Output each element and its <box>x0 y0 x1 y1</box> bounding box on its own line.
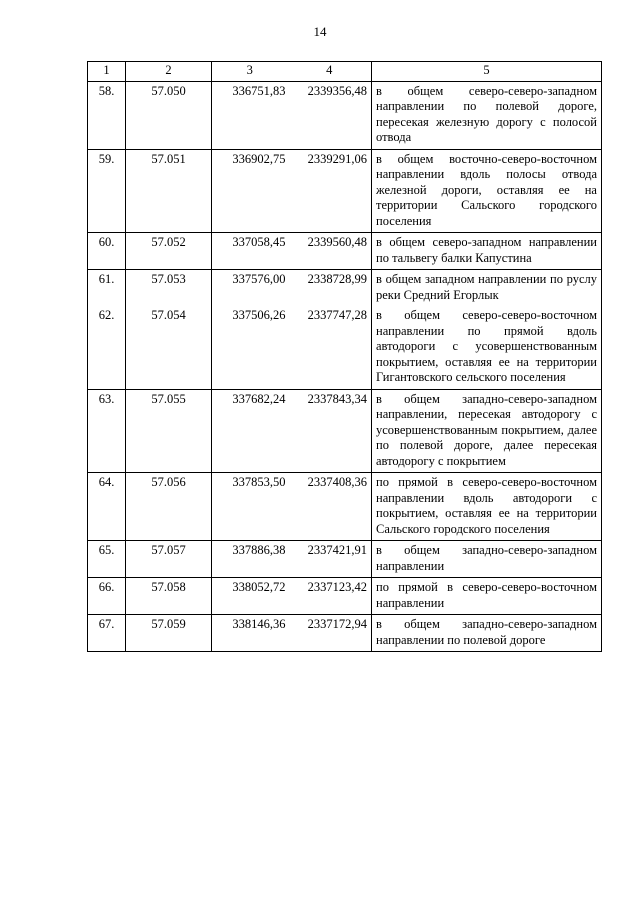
coord-x: 337058,45 <box>212 233 288 270</box>
header-col-1: 1 <box>88 62 126 82</box>
point-id: 57.058 <box>126 578 212 615</box>
coord-y: 2337123,42 <box>288 578 372 615</box>
row-number: 63. <box>88 389 126 473</box>
boundary-points-table <box>87 61 602 652</box>
page-number: 14 <box>313 24 327 39</box>
point-id: 57.054 <box>126 306 212 389</box>
row-number: 67. <box>88 615 126 652</box>
table-row <box>88 233 602 270</box>
point-id: 57.051 <box>126 149 212 233</box>
header-col-4: 4 <box>288 62 372 82</box>
coord-x: 337853,50 <box>212 473 288 541</box>
point-id: 57.056 <box>126 473 212 541</box>
point-id: 57.050 <box>126 81 212 149</box>
row-number: 66. <box>88 578 126 615</box>
coord-x: 338052,72 <box>212 578 288 615</box>
boundary-description: в общем западно-северо-западном направлении, пересекая автодорогу с усовершенствованным покрытием, далее по полевой дороге, далее пересекая автодорогу с покрытием <box>372 389 602 473</box>
coord-x: 336902,75 <box>212 149 288 233</box>
table-row <box>88 473 602 541</box>
row-number: 58. <box>88 81 126 149</box>
boundary-description: в общем западно-северо-западном направлении <box>372 541 602 578</box>
boundary-description: в общем северо-западном направлении по тальвегу балки Капустина <box>372 233 602 270</box>
row-number: 61. <box>88 270 126 307</box>
coord-y: 2337843,34 <box>288 389 372 473</box>
coord-x: 337576,00 <box>212 270 288 307</box>
coord-y: 2337747,28 <box>288 306 372 389</box>
row-number: 64. <box>88 473 126 541</box>
coord-x: 337886,38 <box>212 541 288 578</box>
boundary-description: в общем восточно-северо-восточном направлении вдоль полосы отвода железной дороги, оставляя ее на территории Сальского городского поселения <box>372 149 602 233</box>
coord-y: 2337408,36 <box>288 473 372 541</box>
point-id: 57.055 <box>126 389 212 473</box>
header-col-5: 5 <box>372 62 602 82</box>
table-row <box>88 389 602 473</box>
coord-x: 338146,36 <box>212 615 288 652</box>
row-number: 60. <box>88 233 126 270</box>
coord-x: 336751,83 <box>212 81 288 149</box>
row-number: 59. <box>88 149 126 233</box>
table-row <box>88 615 602 652</box>
header-col-3: 3 <box>212 62 288 82</box>
coord-y: 2337421,91 <box>288 541 372 578</box>
coord-y: 2339356,48 <box>288 81 372 149</box>
point-id: 57.053 <box>126 270 212 307</box>
table-row <box>88 578 602 615</box>
coord-x: 337682,24 <box>212 389 288 473</box>
table-row <box>88 149 602 233</box>
point-id: 57.052 <box>126 233 212 270</box>
point-id: 57.059 <box>126 615 212 652</box>
boundary-description: в общем северо-северо-восточном направлении по прямой вдоль автодороги с усовершенствованным покрытием, оставляя ее на территории Гигантовского сельского поселения <box>372 306 602 389</box>
coord-y: 2338728,99 <box>288 270 372 307</box>
table-row <box>88 270 602 307</box>
point-id: 57.057 <box>126 541 212 578</box>
coord-x: 337506,26 <box>212 306 288 389</box>
table-row <box>88 306 602 389</box>
boundary-description: в общем западно-северо-западном направлении по полевой дороге <box>372 615 602 652</box>
boundary-description: в общем северо-северо-западном направлении по полевой дороге, пересекая железную дорогу с полосой отвода <box>372 81 602 149</box>
coord-y: 2339291,06 <box>288 149 372 233</box>
table-row <box>88 81 602 149</box>
header-col-2: 2 <box>126 62 212 82</box>
coord-y: 2339560,48 <box>288 233 372 270</box>
coord-y: 2337172,94 <box>288 615 372 652</box>
boundary-description: по прямой в северо-северо-восточном направлении вдоль автодороги с покрытием, оставляя ее на территории Сальского городского поселения <box>372 473 602 541</box>
boundary-description: в общем западном направлении по руслу реки Средний Егорлык <box>372 270 602 307</box>
row-number: 65. <box>88 541 126 578</box>
boundary-description: по прямой в северо-северо-восточном направлении <box>372 578 602 615</box>
row-number: 62. <box>88 306 126 389</box>
table-header-row <box>88 62 602 82</box>
table-row <box>88 541 602 578</box>
